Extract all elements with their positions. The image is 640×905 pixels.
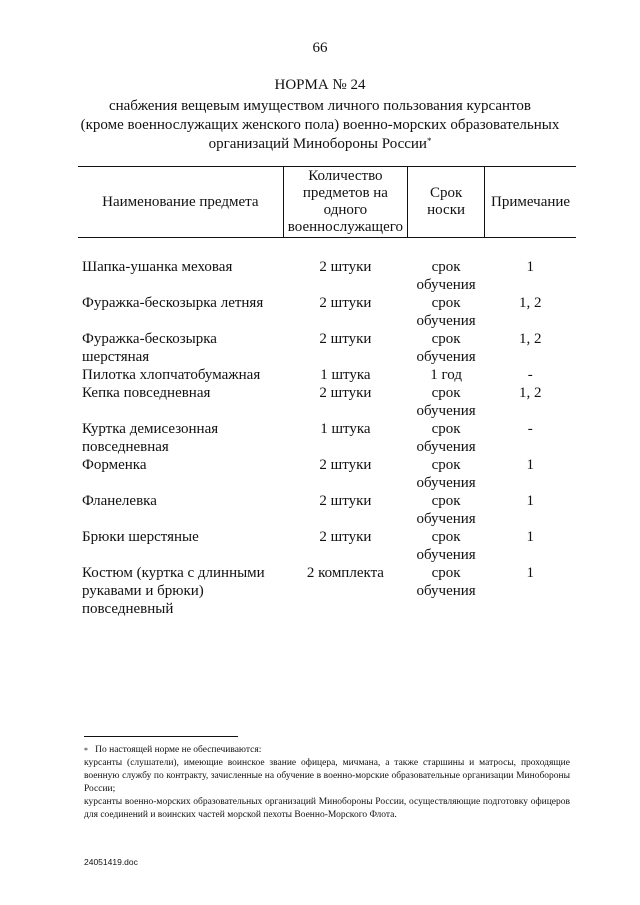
cell-quantity: 1 штука	[320, 421, 371, 437]
cell-note: 1, 2	[519, 385, 542, 401]
cell-note: 1	[526, 259, 535, 275]
cell-note: -	[527, 421, 533, 437]
header-note: Примечание	[485, 167, 576, 238]
cell-quantity: 2 штуки	[319, 385, 372, 401]
cell-wear-term: срок обучения	[416, 457, 476, 491]
header-quantity: Количество предметов на одного военнослужащего	[283, 167, 407, 238]
norm-title-main: НОРМА № 24	[274, 77, 366, 93]
cell-quantity: 2 штуки	[319, 529, 372, 545]
cell-quantity: 2 штуки	[319, 259, 372, 275]
cell-wear-term: 1 год	[430, 367, 462, 383]
cell-item-name: Кепка повседневная	[82, 385, 211, 401]
cell-item-name: Фуражка-бескозырка шерстяная	[82, 331, 217, 365]
cell-note: 1, 2	[519, 331, 542, 347]
footnote-item-1: курсанты (слушатели), имеющие воинское звание офицера, мичмана, а также старшины и матросы, проходящие военную службу по контракту, зачисленные на обучение в военно-морские образовательные организации Минобороны России;	[84, 758, 570, 794]
table-row	[78, 384, 576, 420]
norm-table	[78, 166, 576, 618]
cell-quantity: 2 комплекта	[306, 565, 384, 581]
table-header-row	[78, 167, 576, 238]
document-code: 24051419.doc	[84, 857, 138, 867]
table-row	[78, 528, 576, 564]
cell-quantity: 1 штука	[320, 367, 371, 383]
page-number: 66	[312, 40, 328, 56]
cell-note: 1	[526, 529, 535, 545]
cell-wear-term: срок обучения	[416, 529, 476, 563]
cell-wear-term: срок обучения	[416, 493, 476, 527]
cell-wear-term: срок обучения	[416, 565, 476, 599]
cell-note: -	[527, 367, 533, 383]
cell-note: 1	[526, 493, 535, 509]
footnote	[84, 744, 570, 822]
table-row	[78, 564, 576, 618]
table-row	[78, 492, 576, 528]
cell-wear-term: срок обучения	[416, 331, 476, 365]
header-wear-term: Срок носки	[408, 167, 485, 238]
cell-item-name: Брюки шерстяные	[82, 529, 199, 545]
footnote-intro	[84, 744, 570, 757]
cell-wear-term: срок обучения	[416, 421, 476, 455]
table-row	[78, 420, 576, 456]
cell-note: 1	[526, 457, 535, 473]
norm-title-line1: снабжения вещевым имуществом личного пользования курсантов	[108, 98, 532, 114]
cell-quantity: 2 штуки	[319, 295, 372, 311]
table-row	[78, 456, 576, 492]
footnote-item-2: курсанты военно-морских образовательных организаций Минобороны России, осуществляющие подготовку офицеров для соединений и воинских частей морской пехоты Военно-Морского Флота.	[84, 797, 570, 820]
norm-title-line3	[60, 135, 580, 154]
cell-item-name: Фланелевка	[82, 493, 157, 509]
cell-wear-term: срок обучения	[416, 259, 476, 293]
cell-note: 1	[526, 565, 535, 581]
table-row	[78, 238, 576, 295]
norm-title	[60, 76, 580, 154]
cell-quantity: 2 штуки	[319, 331, 372, 347]
table-row	[78, 294, 576, 330]
norm-title-line3-text: организаций Минобороны России	[208, 136, 427, 152]
header-item-name: Наименование предмета	[78, 167, 283, 238]
cell-item-name: Костюм (куртка с длинными рукавами и брюки) повседневный	[82, 565, 265, 617]
footnote-reference-mark: *	[426, 136, 432, 146]
cell-wear-term: срок обучения	[416, 295, 476, 329]
cell-item-name: Куртка демисезонная повседневная	[82, 421, 219, 455]
norm-title-line2: (кроме военнослужащих женского пола) военно-морских образовательных	[80, 117, 560, 133]
cell-note: 1, 2	[519, 295, 542, 311]
footnote-mark: *	[84, 746, 88, 755]
cell-item-name: Форменка	[82, 457, 147, 473]
cell-item-name: Фуражка-бескозырка летняя	[82, 295, 264, 311]
table-row	[78, 330, 576, 366]
footnote-intro-text: По настоящей норме не обеспечиваются:	[95, 745, 262, 755]
table-row	[78, 366, 576, 384]
footnote-divider	[84, 736, 238, 737]
cell-quantity: 2 штуки	[319, 493, 372, 509]
cell-item-name: Шапка-ушанка меховая	[82, 259, 233, 275]
cell-item-name: Пилотка хлопчатобумажная	[82, 367, 261, 383]
table-body	[78, 238, 576, 619]
cell-wear-term: срок обучения	[416, 385, 476, 419]
cell-quantity: 2 штуки	[319, 457, 372, 473]
